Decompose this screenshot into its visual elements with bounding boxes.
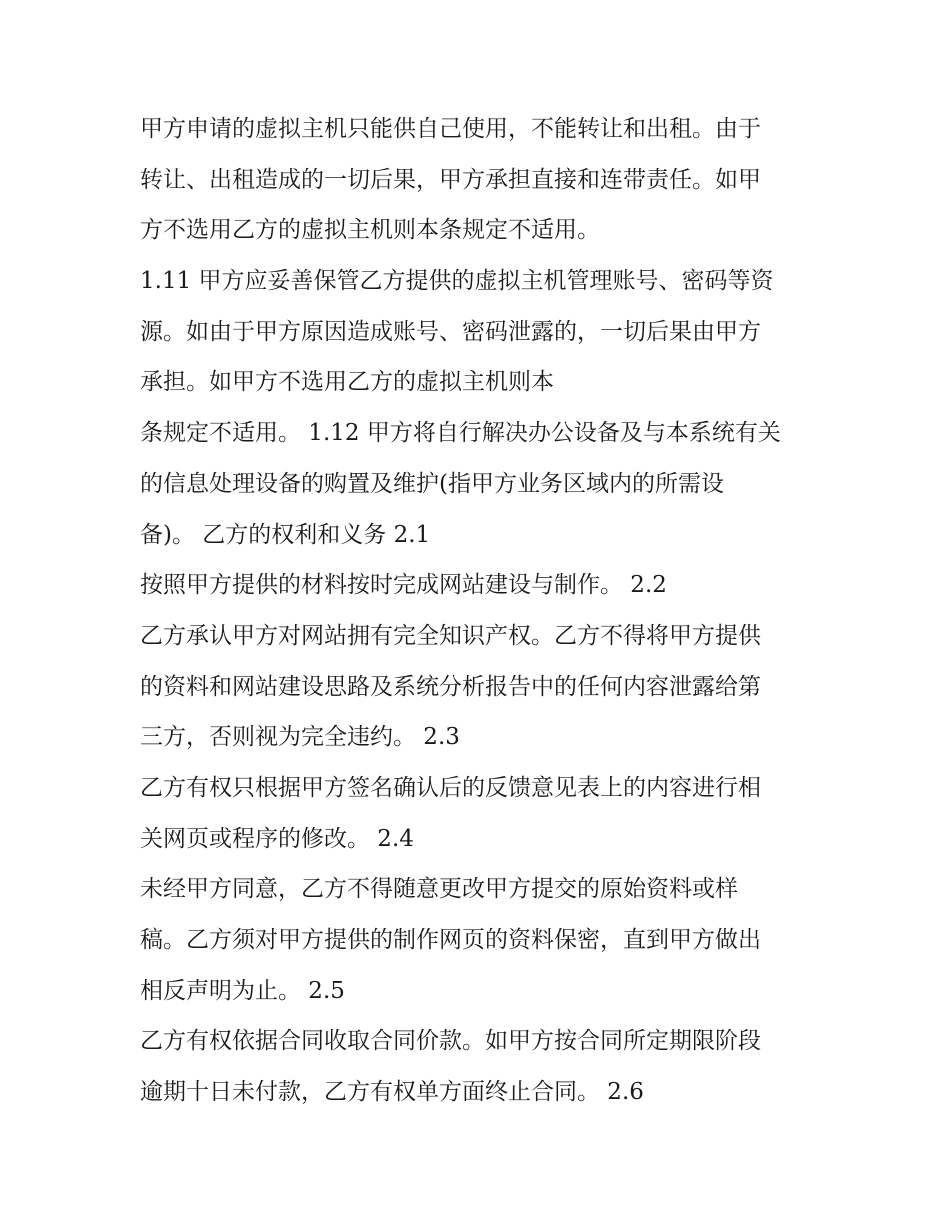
text-line: 源。如由于甲方原因造成账号、密码泄露的，一切后果由甲方	[140, 318, 761, 345]
text-line: 相反声明为止。 2.5	[140, 977, 345, 1004]
text-line: 方不选用乙方的虚拟主机则本条规定不适用。	[140, 217, 600, 244]
text-line: 关网页或程序的修改。 2.4	[140, 825, 414, 852]
text-line: 备)。 乙方的权利和义务 2.1	[140, 521, 431, 548]
text-line: 1.11 甲方应妥善保管乙方提供的虚拟主机管理账号、密码等资	[140, 268, 774, 295]
text-line: 三方，否则视为完全违约。 2.3	[140, 724, 460, 751]
text-line: 按照甲方提供的材料按时完成网站建设与制作。 2.2	[140, 572, 667, 599]
text-line: 乙方有权依据合同收取合同价款。如甲方按合同所定期限阶段	[140, 1028, 761, 1055]
contract-text	[140, 104, 830, 1118]
text-line: 未经甲方同意，乙方不得随意更改甲方提交的原始资料或样	[140, 876, 738, 903]
text-line: 乙方有权只根据甲方签名确认后的反馈意见表上的内容进行相	[140, 774, 761, 801]
text-line: 承担。如甲方不选用乙方的虚拟主机则本	[140, 369, 554, 396]
text-line: 的资料和网站建设思路及系统分析报告中的任何内容泄露给第	[140, 673, 761, 700]
text-line: 稿。乙方须对甲方提供的制作网页的资料保密，直到甲方做出	[140, 927, 761, 953]
text-line: 乙方承认甲方对网站拥有完全知识产权。乙方不得将甲方提供	[140, 622, 761, 649]
text-line: 转让、出租造成的一切后果，甲方承担直接和连带责任。如甲	[140, 166, 761, 193]
text-line: 甲方申请的虚拟主机只能供自己使用，不能转让和出租。由于	[140, 116, 761, 142]
text-line: 的信息处理设备的购置及维护(指甲方业务区域内的所需设	[140, 470, 724, 497]
text-line: 逾期十日未付款，乙方有权单方面终止合同。 2.6	[140, 1079, 644, 1106]
text-line: 条规定不适用。 1.12 甲方将自行解决办公设备及与本系统有关	[140, 420, 781, 447]
